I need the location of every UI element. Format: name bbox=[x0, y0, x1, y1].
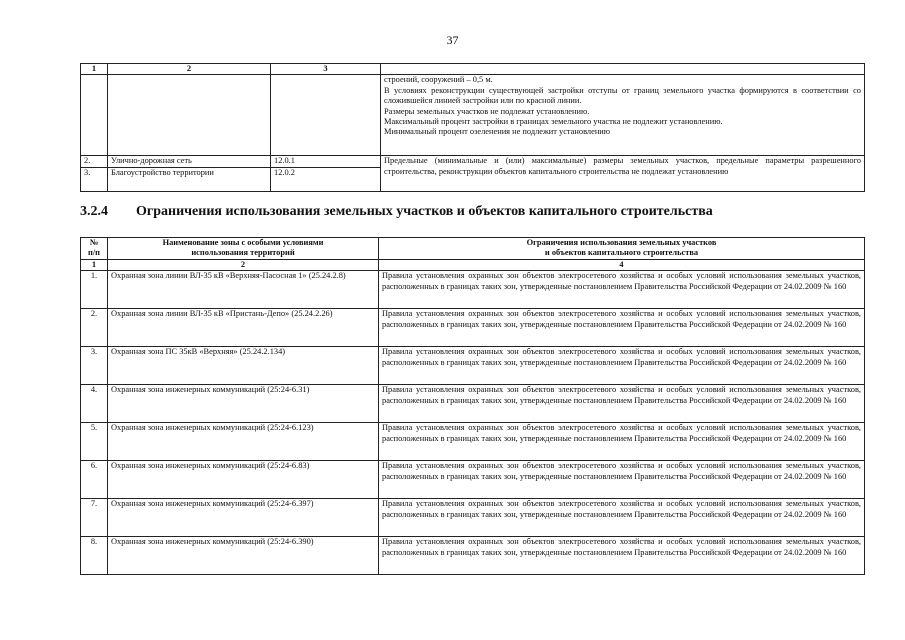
row-number: 5. bbox=[81, 423, 108, 461]
restrictions-table bbox=[80, 237, 865, 575]
table-header bbox=[81, 238, 865, 260]
zone-name: Охранная зона инженерных коммуникаций (25:24-6.397) bbox=[108, 499, 379, 537]
header-cell-number: № п/п bbox=[81, 238, 108, 260]
table-row bbox=[81, 461, 865, 499]
header-cell bbox=[381, 64, 865, 75]
header-cell: 1 bbox=[81, 64, 108, 75]
table-row bbox=[81, 75, 865, 156]
header-cell-zone: Наименование зоны с особыми условиями использования территорий bbox=[108, 238, 379, 260]
restriction-text: Правила установления охранных зон объектов электросетевого хозяйства и особых условий использования земельных участков, расположенных в границах таких зон, утвержденные постановлением Правительства Российской Федерации от 24.02.2009 № 160 bbox=[379, 499, 865, 537]
land-use-code: 12.0.1 bbox=[271, 156, 381, 167]
continuation-text-cell bbox=[381, 75, 865, 156]
row-number: 6. bbox=[81, 461, 108, 499]
row-number: 8. bbox=[81, 537, 108, 575]
header-cell: 2 bbox=[108, 64, 271, 75]
text-line: Максимальный процент застройки в границах земельного участка не подлежит установлению. bbox=[384, 117, 723, 127]
text-line: Минимальный процент озеленения не подлежит установлению bbox=[384, 127, 611, 137]
restriction-text: Правила установления охранных зон объектов электросетевого хозяйства и особых условий использования земельных участков, расположенных в границах таких зон, утвержденные постановлением Правительства Российской Федерации от 24.02.2009 № 160 bbox=[379, 347, 865, 385]
zone-name: Охранная зона инженерных коммуникаций (25:24-6.83) bbox=[108, 461, 379, 499]
zone-name: Охранная зона инженерных коммуникаций (25:24-6.390) bbox=[108, 537, 379, 575]
page-number: 37 bbox=[446, 33, 459, 47]
table-row bbox=[81, 423, 865, 461]
table-row bbox=[81, 347, 865, 385]
restriction-text: Правила установления охранных зон объектов электросетевого хозяйства и особых условий использования земельных участков, расположенных в границах таких зон, утвержденные постановлением Правительства Российской Федерации от 24.02.2009 № 160 bbox=[379, 537, 865, 575]
restriction-text: Правила установления охранных зон объектов электросетевого хозяйства и особых условий использования земельных участков, расположенных в границах таких зон, утвержденные постановлением Правительства Российской Федерации от 24.02.2009 № 160 bbox=[379, 309, 865, 347]
zone-name: Охранная зона ПС 35кВ «Верхняя» (25.24.2.134) bbox=[108, 347, 379, 385]
restriction-text: Правила установления охранных зон объектов электросетевого хозяйства и особых условий использования земельных участков, расположенных в границах таких зон, утвержденные постановлением Правительства Российской Федерации от 24.02.2009 № 160 bbox=[379, 385, 865, 423]
text-line: строений, сооружений – 0,5 м. bbox=[384, 75, 493, 85]
row-number: 4. bbox=[81, 385, 108, 423]
row-number: 1. bbox=[81, 271, 108, 309]
zone-name: Охранная зона линии ВЛ-35 кВ «Верхняя-Пасосная 1» (25.24.2.8) bbox=[108, 271, 379, 309]
zone-name: Охранная зона линии ВЛ-35 кВ «Пристань-Депо» (25.24.2.26) bbox=[108, 309, 379, 347]
text-line: Размеры земельных участков не подлежат установлению. bbox=[384, 106, 590, 116]
table-row bbox=[81, 156, 865, 167]
section-title: Ограничения использования земельных участков и объектов капитального строительства bbox=[136, 204, 713, 219]
section-heading bbox=[80, 204, 713, 220]
restriction-text: Правила установления охранных зон объектов электросетевого хозяйства и особых условий использования земельных участков, расположенных в границах таких зон, утвержденные постановлением Правительства Российской Федерации от 24.02.2009 № 160 bbox=[379, 461, 865, 499]
table-header-numbering bbox=[81, 64, 865, 75]
row-number: 7. bbox=[81, 499, 108, 537]
header-cell: 2 bbox=[108, 259, 379, 270]
text-line: В условиях реконструкции существующей застройки отступы от границ земельного участка формируются в соответствии со сложившейся линией застройки или по красной линии. bbox=[384, 85, 861, 106]
table-row bbox=[81, 271, 865, 309]
header-cell-restrictions: Ограничения использования земельных участков и объектов капитального строительства bbox=[379, 238, 865, 260]
header-cell: 4 bbox=[379, 259, 865, 270]
row-number: 3. bbox=[81, 347, 108, 385]
land-use-table-continued bbox=[80, 63, 865, 192]
land-use-name: Улично-дорожная сеть bbox=[108, 156, 271, 167]
table-row bbox=[81, 385, 865, 423]
header-cell: 1 bbox=[81, 259, 108, 270]
row-number: 2. bbox=[81, 156, 108, 167]
section-number: 3.2.4 bbox=[80, 204, 108, 219]
zone-name: Охранная зона инженерных коммуникаций (25:24-6.123) bbox=[108, 423, 379, 461]
table-header-numbering bbox=[81, 259, 865, 270]
restriction-text: Правила установления охранных зон объектов электросетевого хозяйства и особых условий использования земельных участков, расположенных в границах таких зон, утвержденные постановлением Правительства Российской Федерации от 24.02.2009 № 160 bbox=[379, 271, 865, 309]
parameters-text: Предельные (минимальные и (или) максимальные) размеры земельных участков, предельные параметры разрешенного строительства, реконструкции объектов капитального строительства не подлежат установлению bbox=[381, 156, 865, 191]
restriction-text: Правила установления охранных зон объектов электросетевого хозяйства и особых условий использования земельных участков, расположенных в границах таких зон, утвержденные постановлением Правительства Российской Федерации от 24.02.2009 № 160 bbox=[379, 423, 865, 461]
land-use-name: Благоустройство территории bbox=[108, 167, 271, 191]
zone-name: Охранная зона инженерных коммуникаций (25:24-6.31) bbox=[108, 385, 379, 423]
land-use-code: 12.0.2 bbox=[271, 167, 381, 191]
table-row bbox=[81, 537, 865, 575]
table-row bbox=[81, 309, 865, 347]
row-number: 3. bbox=[81, 167, 108, 191]
table-row bbox=[81, 499, 865, 537]
header-cell: 3 bbox=[271, 64, 381, 75]
row-number: 2. bbox=[81, 309, 108, 347]
